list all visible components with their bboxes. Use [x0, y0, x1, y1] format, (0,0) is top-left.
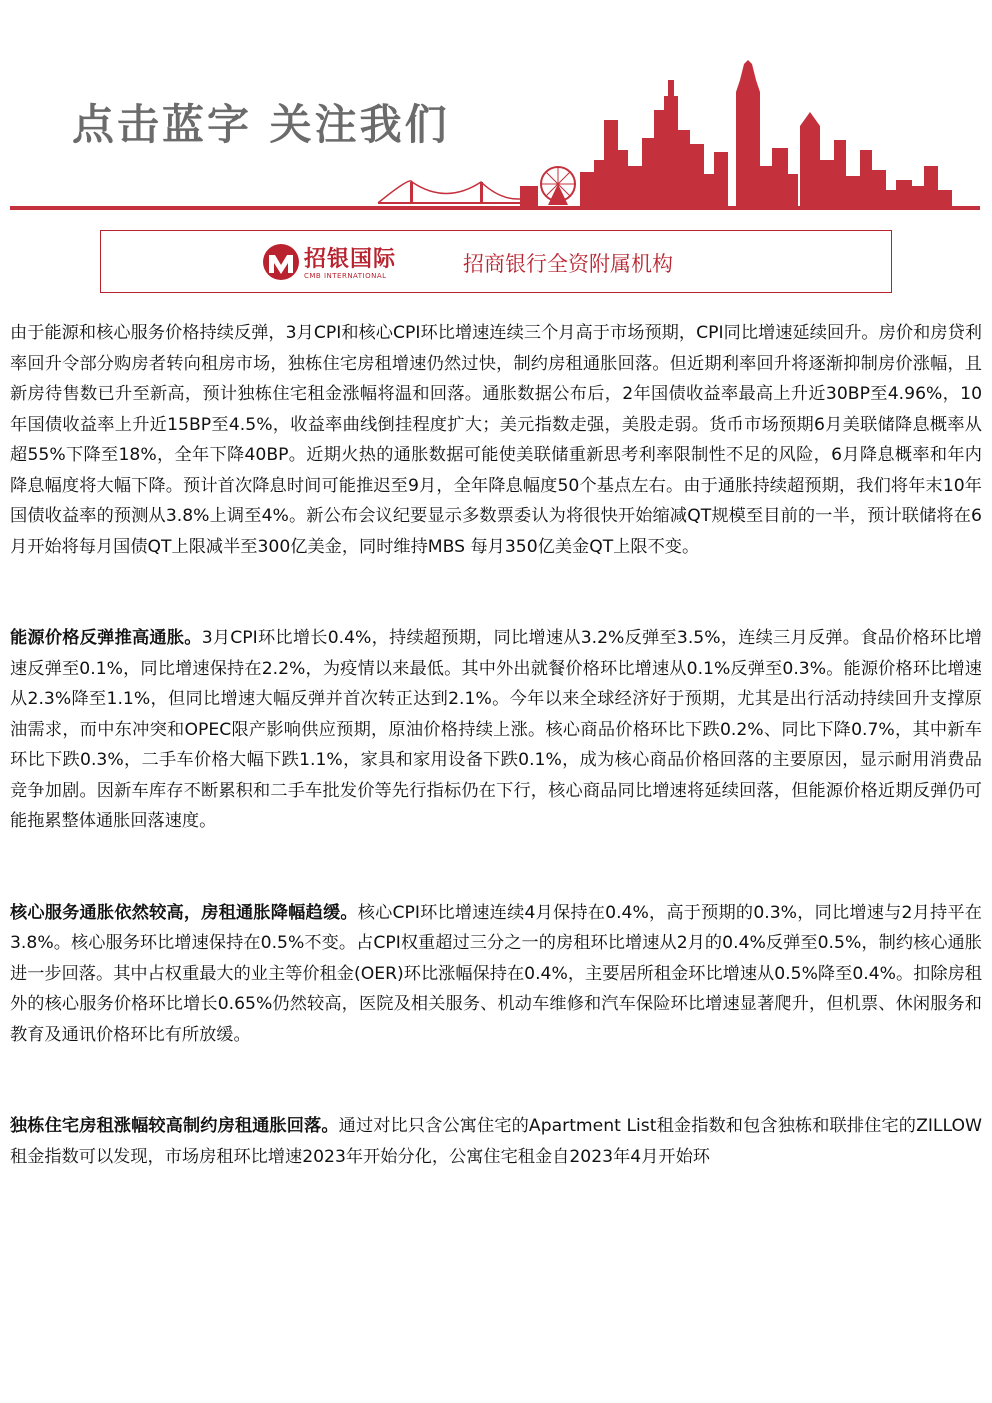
paragraph-core-services — [10, 898, 982, 1051]
paragraph-text: 3月CPI环比增长0.4%，持续超预期，同比增速从3.2%反弹至3.5%，连续三月反弹。食品价格环比增速反弹至0.1%，同比增速保持在2.2%，为疫情以来最低。其中外出就餐价格环比增速从0.1%反弹至0.3%。能源价格环比增速从2.3%降至1.1%，但同比增速大幅反弹并首次转正达到2.1%。今年以来全球经济好于预期，尤其是出行活动持续回升支撑原油需求，而中东冲突和OPEC限产影响供应预期，原油价格持续上涨。核心商品价格环比下跌0.2%、同比下降0.7%，其中新车环比下跌0.3%，二手车价格大幅下跌1.1%，家具和家用设备下跌0.1%，成为核心商品价格回落的主要原因，显示耐用消费品竞争加剧。因新车库存不断累积和二手车批发价等先行指标仍在下行，核心商品同比增速将延续回落，但能源价格近期反弹仍可能拖累整体通胀回落速度。 — [10, 628, 982, 831]
brand-name-cn: 招银国际 — [304, 247, 397, 272]
cmb-logo-icon — [261, 243, 301, 281]
paragraph-heading: 独栋住宅房租涨幅较高制约房租通胀回落。 — [10, 1116, 339, 1136]
paragraph-summary — [10, 318, 982, 562]
paragraph-heading: 核心服务通胀依然较高，房租通胀降幅趋缓。 — [10, 902, 358, 923]
logo-banner — [100, 230, 892, 293]
page-header — [0, 0, 992, 215]
paragraph-text: 由于能源和核心服务价格持续反弹，3月CPI和核心CPI环比增速连续三个月高于市场预期，CPI同比增速延续回升。房价和房贷利率回升令部分购房者转向租房市场，独栋住宅房租增速仍然过快，制约房租通胀回落。但近期利率回升将逐渐抑制房价涨幅，且新房待售数已升至新高，预计独栋住宅租金涨幅将温和回落。通胀数据公布后，2年国债收益率最高上升近30BP至4.96%，10年国债收益率上升近15BP至4.5%，收益率曲线倒挂程度扩大；美元指数走强，美股走弱。货币市场预期6月美联储降息概率从超55%下降至18%，全年下降40BP。近期火热的通胀数据可能使美联储重新思考利率限制性不足的风险，6月降息概率和年内降息幅度将大幅下降。预计首次降息时间可能推迟至9月，全年降息幅度50个基点左右。由于通胀持续超预期，我们将年末10年国债收益率的预测从3.8%上调至4%。新公布会议纪要显示多数票委认为将很快开始缩减QT规模至目前的一半，预计联储将在6月开始将每月国债QT上限减半至300亿美金，同时维持MBS 每月350亿美金QT上限不变。 — [10, 323, 982, 557]
paragraph-heading: 能源价格反弹推高通胀。 — [10, 628, 202, 648]
paragraph-text: 核心CPI环比增速连续4月保持在0.4%，高于预期的0.3%，同比增速与2月持平在3.8%。核心服务环比增速保持在0.5%不变。占CPI权重超过三分之一的房租环比增速从2月的0.4%反弹至0.5%，制约核心通胀进一步回落。其中占权重最大的业主等价租金(OER)环比涨幅保持在0.4%，主要居所租金环比增速从0.5%降至0.4%。扣除房租外的核心服务价格环比增长0.65%仍然较高，医院及相关服务、机动车维修和汽车保险环比增速显著爬升，但机票、休闲服务和教育及通讯价格环比有所放缓。 — [10, 902, 982, 1045]
article-body — [10, 318, 982, 1172]
brand-slogan: 招商银行全资附属机构 — [463, 252, 673, 276]
paragraph-rent — [10, 1111, 982, 1172]
paragraph-text: 通过对比只含公寓住宅的Apartment List租金指数和包含独栋和联排住宅的ZILLOW租金指数可以发现，市场房租环比增速2023年开始分化，公寓住宅租金自2023年4月开始环 — [10, 1116, 982, 1167]
follow-us-title: 点击蓝字 关注我们 — [72, 100, 450, 149]
brand-name-en: CMB INTERNATIONAL — [304, 272, 387, 280]
paragraph-energy — [10, 623, 982, 837]
